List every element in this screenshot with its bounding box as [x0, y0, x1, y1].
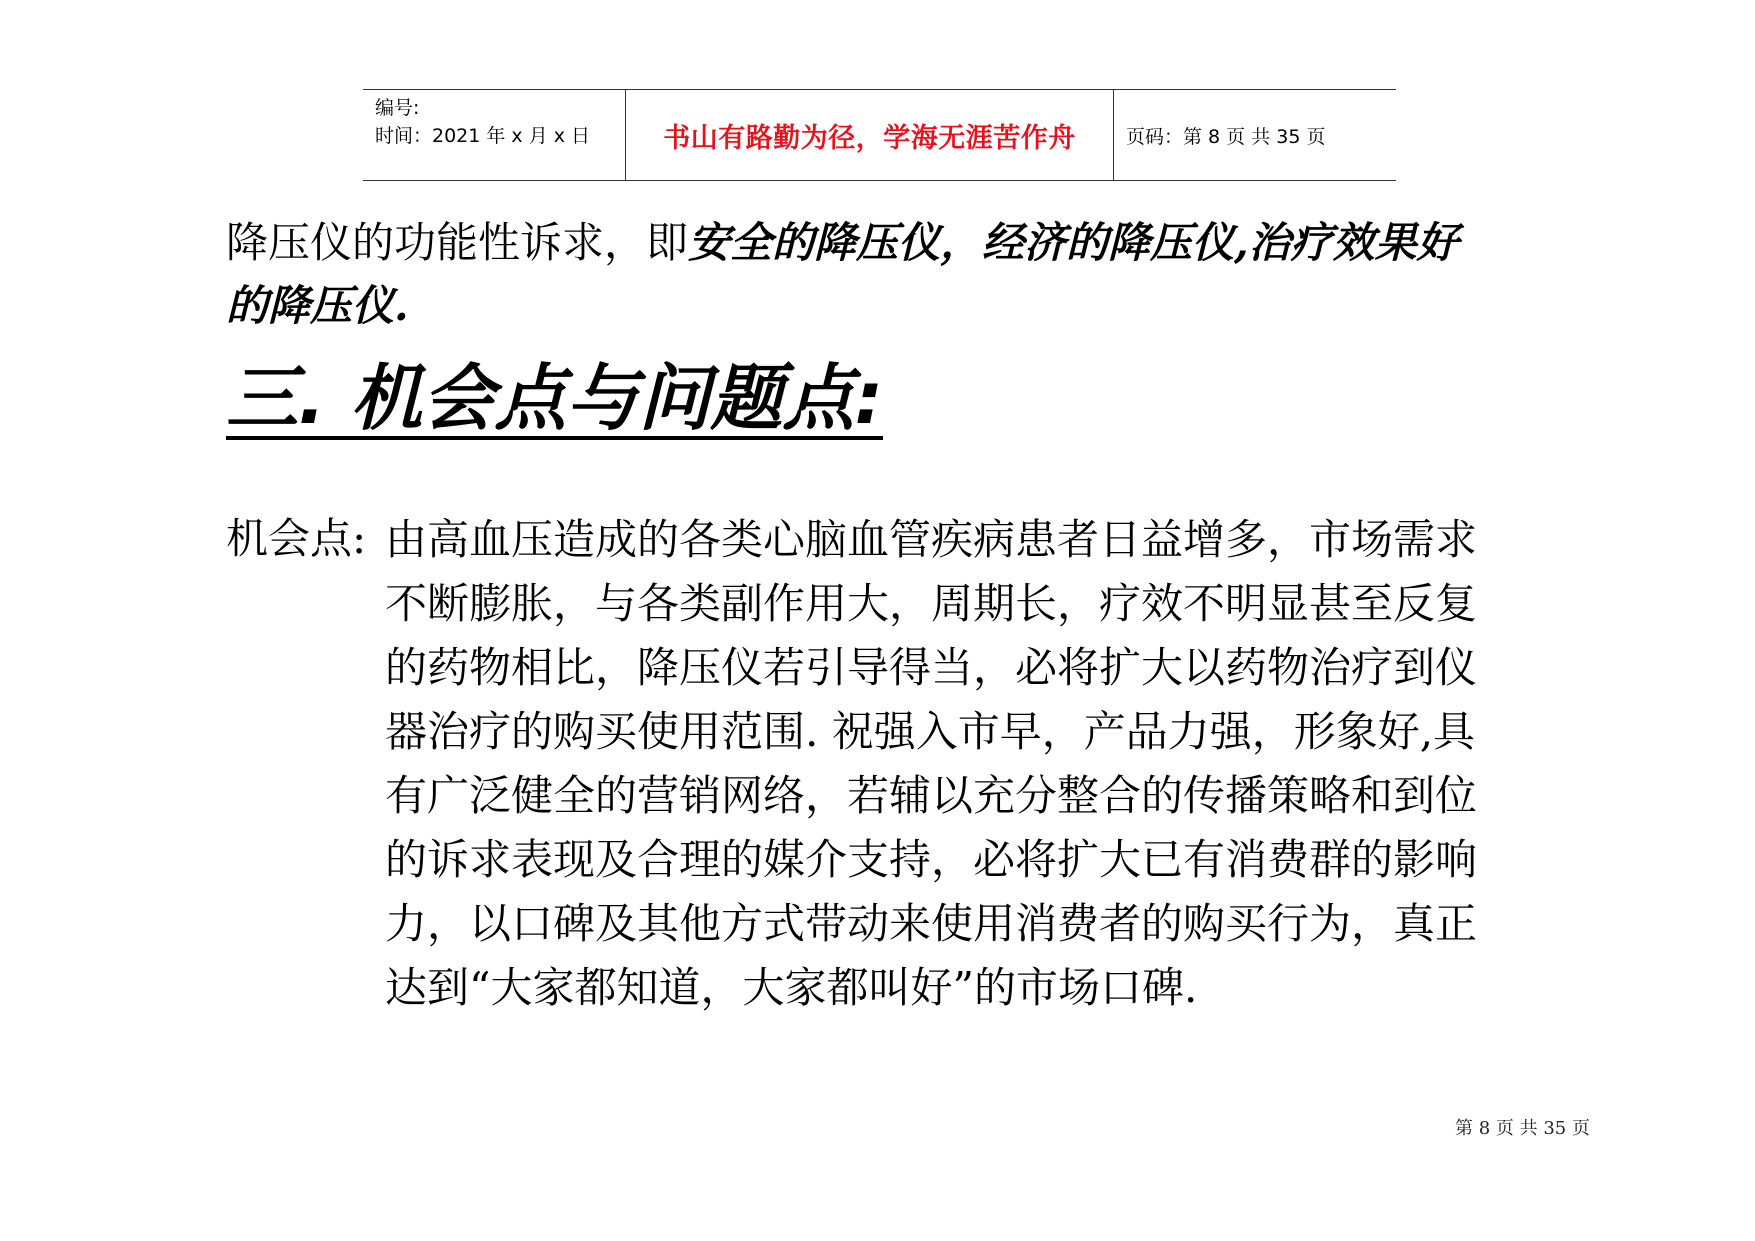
opportunity-line: 器治疗的购买使用范围. 祝强入市早，产品力强，形象好,具: [385, 707, 1476, 756]
opportunity-body: [385, 508, 1615, 1020]
header-page-label: 页码：第 8 页 共 35 页: [1126, 125, 1326, 148]
opportunity-line: 由高血压造成的各类心脑血管疾病患者日益增多，市场需求: [385, 515, 1478, 564]
opportunity-line: 有广泛健全的营销网络，若辅以充分整合的传播策略和到位: [385, 771, 1478, 820]
header-page-cell: [1114, 90, 1396, 180]
opportunity-line: 不断膨胀，与各类副作用大，周期长，疗效不明显甚至反复: [385, 579, 1478, 628]
number-label: 编号:: [375, 97, 420, 119]
section-heading: 三. 机会点与问题点:: [226, 356, 884, 440]
header-meta-cell: [363, 90, 626, 180]
time-label: 时间：2021 年 x 月 x 日: [375, 125, 591, 147]
header-motto-cell: [626, 90, 1114, 180]
intro-line-2: [226, 275, 409, 337]
opportunity-label: 机会点:: [226, 514, 367, 563]
opportunity-line: 达到“大家都知道，大家都叫好”的市场口碑.: [385, 963, 1198, 1012]
motto-text: 书山有路勤为径，学海无涯苦作舟: [663, 122, 1076, 154]
opportunity-line: 的诉求表现及合理的媒介支持，必将扩大已有消费群的影响: [385, 835, 1478, 884]
opportunity-line: 的药物相比，降压仪若引导得当，必将扩大以药物治疗到仪: [385, 643, 1478, 692]
intro-emphasis-text-2: 的降压仪.: [226, 281, 409, 330]
footer-page-number: 第 8 页 共 35 页: [1455, 1118, 1590, 1139]
intro-plain-text: 降压仪的功能性诉求，即: [226, 218, 689, 267]
document-header: [363, 89, 1396, 181]
opportunity-line: 力，以口碑及其他方式带动来使用消费者的购买行为，真正: [385, 899, 1478, 948]
intro-line-1: [226, 212, 1459, 274]
intro-emphasis-text: 安全的降压仪，经济的降压仪,治疗效果好: [688, 218, 1459, 267]
